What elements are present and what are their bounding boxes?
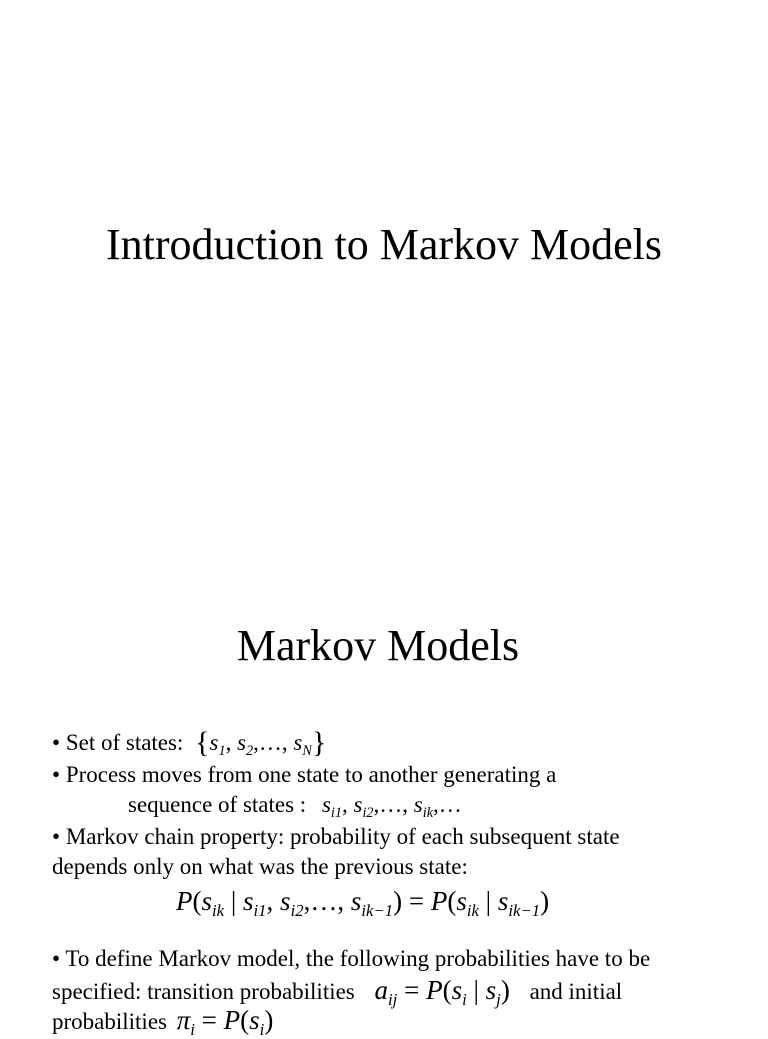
define-text-line-1: To define Markov model, the following probabilities have to be xyxy=(65,946,651,971)
bullet-set-of-states xyxy=(52,728,326,758)
slide-title: Introduction to Markov Models xyxy=(105,220,663,269)
process-line-2 xyxy=(128,790,462,820)
define-text-line-2a: specified: transition probabilities xyxy=(52,979,355,1004)
chain-line-2 xyxy=(52,852,468,882)
bullet-marker: • xyxy=(52,730,61,755)
chain-text-line-1: Markov chain property: probability of each subsequent state xyxy=(65,824,620,849)
process-text-line-1: Process moves from one state to another generating a xyxy=(65,762,557,787)
bullet-marker: • xyxy=(52,762,61,787)
initial-probability-formula: $\pi_i = P(s_i)$ xyxy=(176,1005,274,1039)
bullet-marker: • xyxy=(52,824,61,849)
state-sequence-formula: $s_{i1}$, $s_{i2},\dots$, $s_{ik},\dots$ xyxy=(321,792,462,821)
define-text-line-2b: and initial xyxy=(529,979,623,1004)
markov-property-formula xyxy=(176,886,550,920)
markov-property-equation: $P(s_{ik}$ | $s_{i1}$, $s_{i2},\dots$, $s_{ik-1}) = P(s_{ik}$ | $s_{ik-1}$) xyxy=(176,886,550,920)
define-line-2 xyxy=(52,975,622,1007)
bullet-marker: • xyxy=(52,946,61,971)
bullet-process xyxy=(52,760,556,790)
state-set-formula: {$s_1$, $s_2,\dots$, $s_N$} xyxy=(195,726,327,759)
content-slide xyxy=(0,600,768,1039)
define-text-line-3: probabilities xyxy=(52,1009,167,1034)
set-of-states-label: Set of states: xyxy=(65,730,184,755)
bullet-define-model xyxy=(52,944,650,974)
define-line-3 xyxy=(52,1005,273,1037)
transition-probability-formula: $a_{ij} = P(s_i$ | $s_j$) xyxy=(374,975,510,1009)
slide-title: Markov Models xyxy=(236,621,520,670)
chain-text-line-2: depends only on what was the previous state: xyxy=(52,854,468,879)
bullet-chain-property xyxy=(52,822,620,852)
process-text-line-2: sequence of states : xyxy=(128,792,307,817)
